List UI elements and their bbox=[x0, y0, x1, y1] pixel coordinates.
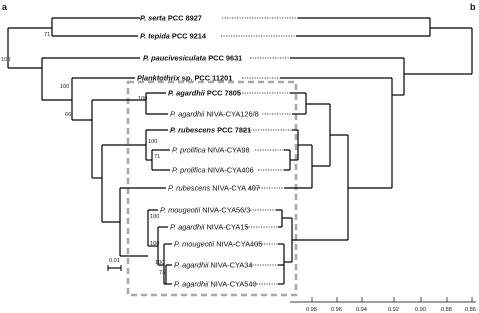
similarity-axis bbox=[290, 297, 476, 313]
taxon-label: P. agardhii NIVA-CYA540 bbox=[174, 279, 257, 289]
axis-tick-label: 0.94 bbox=[356, 307, 367, 313]
taxon-label: Planktothrix sp. PCC 11201 bbox=[137, 73, 233, 83]
bootstrap-value: 100 bbox=[155, 260, 165, 266]
axis-tick-label: 0.96 bbox=[331, 307, 342, 313]
taxon-label: P. agardhii NIVA-CYA34 bbox=[174, 260, 253, 270]
taxon-label: P. tepida PCC 9214 bbox=[140, 31, 207, 41]
scale-bar bbox=[108, 258, 121, 271]
scale-bar-label: 0.01 bbox=[109, 258, 120, 264]
taxon-label: P. agardhii PCC 7805 bbox=[168, 88, 241, 98]
taxon-labels bbox=[137, 14, 262, 289]
taxon-label: P. paucivesiculata PCC 9631 bbox=[143, 53, 243, 63]
panel-label-b: b bbox=[470, 2, 476, 12]
axis-tick-label: 0.86 bbox=[465, 307, 476, 313]
bootstrap-value: 71 bbox=[154, 154, 161, 160]
bootstrap-value: 71 bbox=[44, 32, 51, 38]
bootstrap-value: 100 bbox=[60, 84, 70, 90]
taxon-label: P. agardhii NIVA-CYA126/8 bbox=[170, 109, 259, 119]
taxon-label: P. serta PCC 8927 bbox=[140, 13, 202, 23]
taxon-label: P. mougeotii NIVA-CYA405 bbox=[174, 239, 263, 249]
axis-tick-label: 0.90 bbox=[415, 307, 426, 313]
taxon-label: P. prolifica NIVA-CYA406 bbox=[172, 165, 254, 175]
taxon-label: P. rubescens PCC 7821 bbox=[170, 125, 252, 135]
bootstrap-value: 100 bbox=[1, 57, 11, 63]
taxon-label: P. rubescens NIVA-CYA 407 bbox=[168, 183, 261, 193]
bootstrap-value: 100 bbox=[148, 139, 158, 145]
bootstrap-value: 100 bbox=[150, 241, 160, 247]
bootstrap-value: 66 bbox=[65, 112, 72, 118]
taxon-label: P. agardhii NIVA-CYA15 bbox=[170, 222, 249, 232]
axis-tick-label: 0.98 bbox=[306, 307, 317, 313]
taxon-label: P. prolifica NIVA-CYA98 bbox=[172, 145, 250, 155]
bootstrap-value: 100 bbox=[150, 214, 160, 220]
panel-label-a: a bbox=[2, 2, 8, 12]
taxon-label: P. mougeotii NIVA-CYA56/3 bbox=[160, 205, 251, 215]
axis-tick-label: 0.88 bbox=[441, 307, 452, 313]
bootstrap-value: 100 bbox=[138, 96, 148, 102]
axis-tick-label: 0.92 bbox=[388, 307, 399, 313]
bootstrap-value: 73 bbox=[159, 270, 166, 276]
tree-b-branches bbox=[276, 18, 472, 284]
